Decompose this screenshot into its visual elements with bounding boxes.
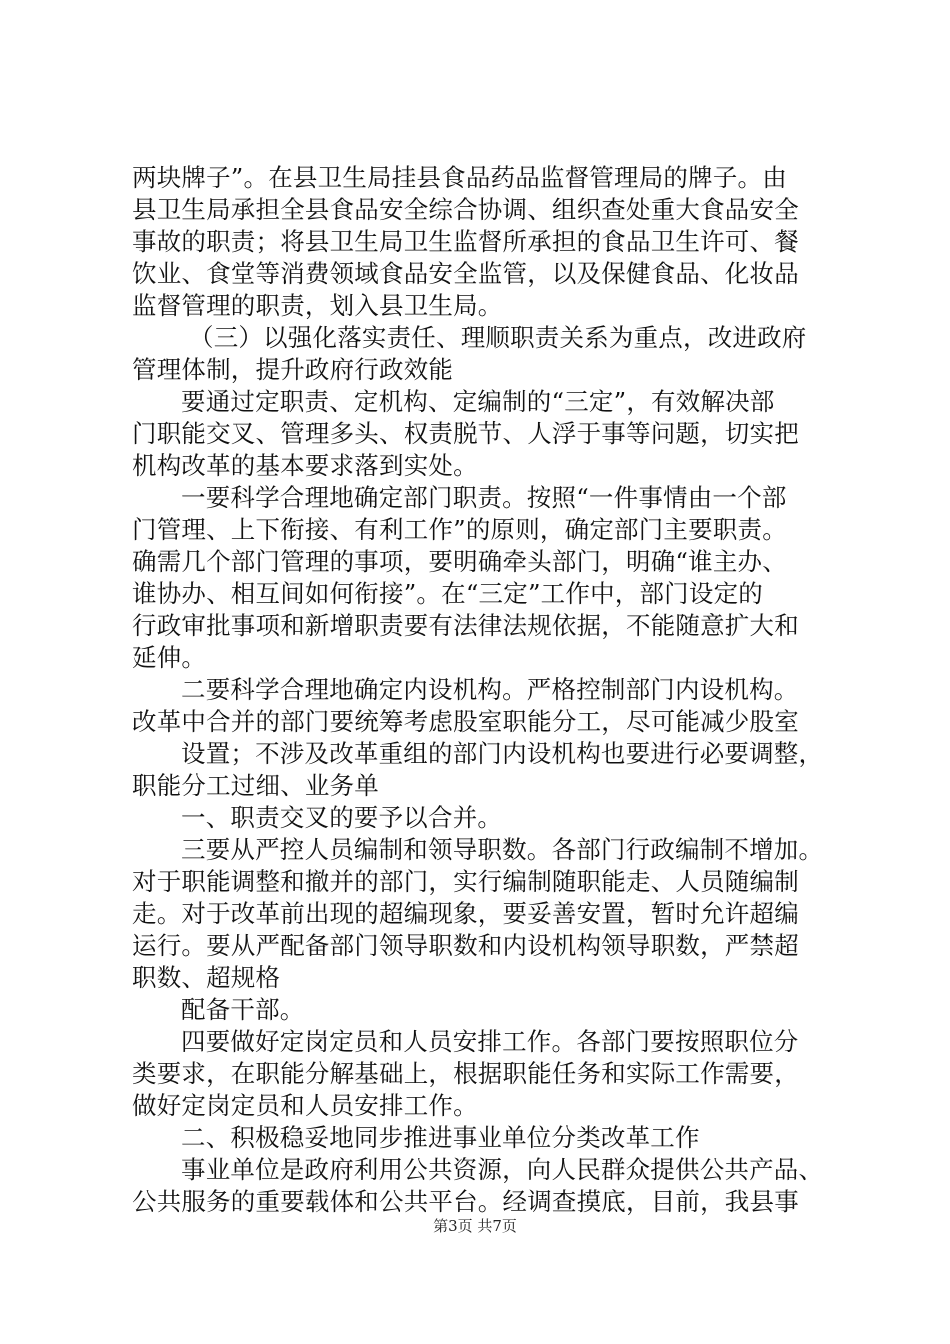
text-line: 改革中合并的部门要统筹考虑股室职能分工，尽可能减少股室 [132,707,799,736]
text-line: 门管理、上下衔接、有利工作”的原则，确定部门主要职责。 [132,515,787,544]
text-line: 运行。要从严配备部门领导职数和内设机构领导职数，严禁超 [132,931,799,960]
page-footer: 第3页 共7页 [433,1217,517,1235]
text-line: 职能分工过细、业务单 [132,771,379,800]
text-line: 职数、超规格 [132,963,281,992]
text-line: 行政审批事项和新增职责要有法律法规依据，不能随意扩大和 [132,611,799,640]
text-line: 事故的职责；将县卫生局卫生监督所承担的食品卫生许可、餐 [132,227,799,256]
text-line: 机构改革的基本要求落到实处。 [132,451,478,480]
text-line: 两块牌子”。在县卫生局挂县食品药品监督管理局的牌子。由 [132,163,787,192]
text-line: 对于职能调整和撤并的部门，实行编制随职能走、人员随编制 [132,867,799,896]
text-line: 走。对于改革前出现的超编现象，要妥善安置，暂时允许超编 [132,899,799,928]
text-line: 类要求，在职能分解基础上，根据职能任务和实际工作需要， [132,1059,799,1088]
text-line: 饮业、食堂等消费领域食品安全监管，以及保健食品、化妆品 [132,259,799,288]
text-line: 二要科学合理地确定内设机构。严格控制部门内设机构。 [181,675,799,704]
text-line: 公共服务的重要载体和公共平台。经调查摸底，目前，我县事 [132,1187,799,1216]
text-line: （三）以强化落实责任、理顺职责关系为重点，改进政府 [189,323,807,352]
text-line: 门职能交叉、管理多头、权责脱节、人浮于事等问题，切实把 [132,419,799,448]
text-line: 监督管理的职责，划入县卫生局。 [132,291,503,320]
text-line: 要通过定职责、定机构、定编制的“三定”，有效解决部 [181,387,775,416]
text-line: 配备干部。 [181,995,305,1024]
text-line: 事业单位是政府利用公共资源，向人民群众提供公共产品、 [181,1155,824,1184]
text-line: 做好定岗定员和人员安排工作。 [132,1091,478,1120]
text-line: 二、积极稳妥地同步推进事业单位分类改革工作 [181,1123,700,1152]
text-line: 三要从严控人员编制和领导职数。各部门行政编制不增加。 [181,835,824,864]
text-line: 县卫生局承担全县食品安全综合协调、组织查处重大食品安全 [132,195,799,224]
text-line: 谁协办、相互间如何衔接”。在“三定”工作中，部门设定的 [132,579,763,608]
document-body [132,162,832,1218]
text-line: 一、职责交叉的要予以合并。 [181,803,503,832]
text-line: 设置；不涉及改革重组的部门内设机构也要进行必要调整， [181,739,824,768]
text-line: 一要科学合理地确定部门职责。按照“一件事情由一个部 [181,483,787,512]
text-line: 四要做好定岗定员和人员安排工作。各部门要按照职位分 [181,1027,799,1056]
text-line: 延伸。 [132,643,207,672]
text-line: 管理体制，提升政府行政效能 [132,355,454,384]
text-line: 确需几个部门管理的事项，要明确牵头部门，明确“谁主办、 [132,547,787,576]
